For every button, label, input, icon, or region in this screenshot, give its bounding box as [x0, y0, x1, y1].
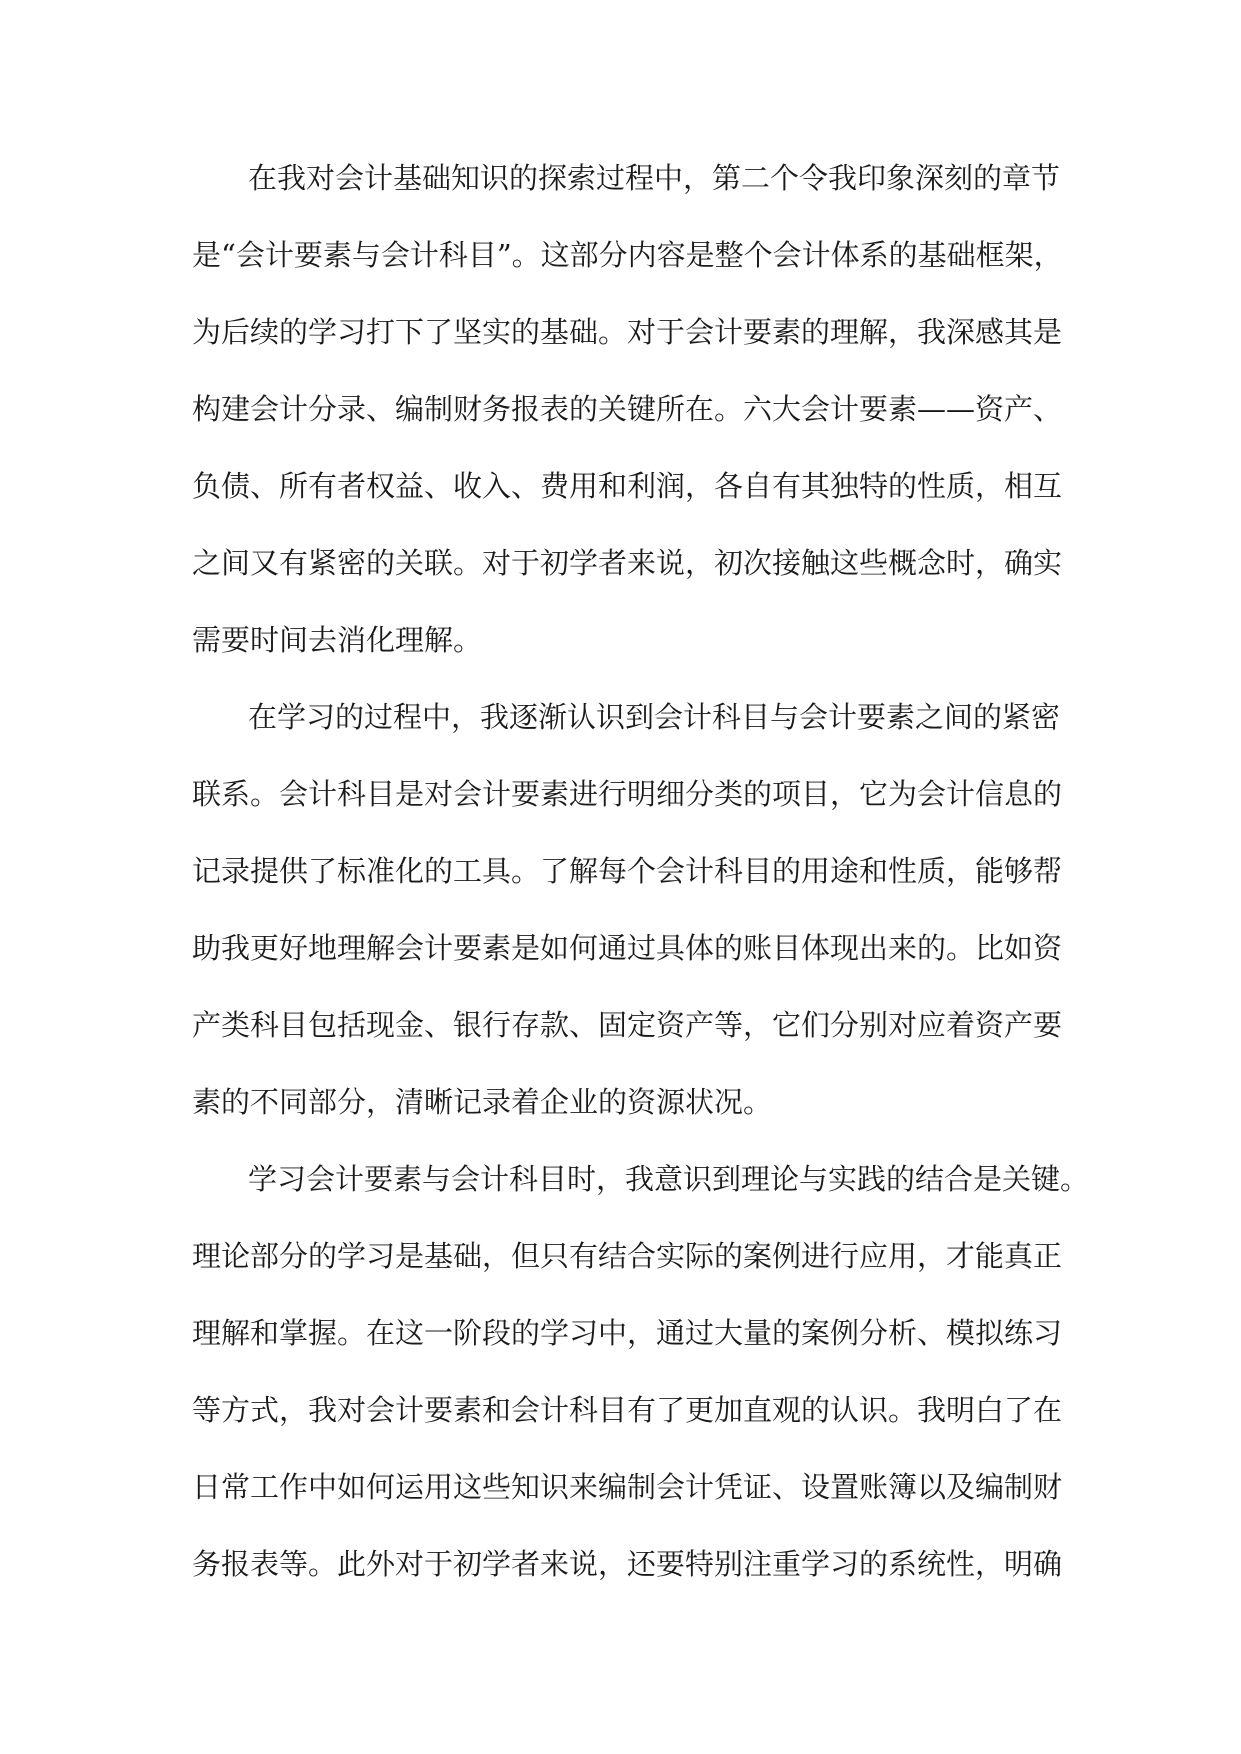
paragraph-1-line-1: 在我对会计基础知识的探索过程中，第二个令我印象深刻的章节 [248, 161, 1061, 195]
paragraph-2-line-4: 助我更好地理解会计要素是如何通过具体的账目体现出来的。比如资 [192, 931, 1063, 965]
paragraph-3-line-3: 理解和掌握。在这一阶段的学习中，通过大量的案例分析、模拟练习 [192, 1316, 1063, 1350]
paragraph-2-line-2: 联系。会计科目是对会计要素进行明细分类的项目，它为会计信息的 [192, 777, 1063, 811]
paragraph-1-line-3: 为后续的学习打下了坚实的基础。对于会计要素的理解，我深感其是 [192, 315, 1063, 349]
paragraph-2-line-5: 产类科目包括现金、银行存款、固定资产等，它们分别对应着资产要 [192, 1008, 1063, 1042]
paragraph-1-line-2: 是“会计要素与会计科目”。这部分内容是整个会计体系的基础框架， [192, 238, 1063, 272]
document-body [192, 140, 1090, 1603]
paragraph-3-line-6: 务报表等。此外对于初学者来说，还要特别注重学习的系统性，明确 [192, 1547, 1063, 1581]
paragraph-1-line-7: 需要时间去消化理解。 [192, 623, 483, 657]
paragraph-3-line-1: 学习会计要素与会计科目时，我意识到理论与实践的结合是关键。 [248, 1162, 1090, 1196]
paragraph-3-line-2: 理论部分的学习是基础，但只有结合实际的案例进行应用，才能真正 [192, 1239, 1063, 1273]
paragraph-3-line-4: 等方式，我对会计要素和会计科目有了更加直观的认识。我明白了在 [192, 1393, 1063, 1427]
paragraph-3-line-5: 日常工作中如何运用这些知识来编制会计凭证、设置账簿以及编制财 [192, 1470, 1063, 1504]
paragraph-2-line-3: 记录提供了标准化的工具。了解每个会计科目的用途和性质，能够帮 [192, 854, 1063, 888]
paragraph-1-line-5: 负债、所有者权益、收入、费用和利润，各自有其独特的性质，相互 [192, 469, 1063, 503]
paragraph-2-line-1: 在学习的过程中，我逐渐认识到会计科目与会计要素之间的紧密 [248, 700, 1061, 734]
paragraph-1-line-4: 构建会计分录、编制财务报表的关键所在。六大会计要素——资产、 [192, 392, 1063, 426]
paragraph-2-line-6: 素的不同部分，清晰记录着企业的资源状况。 [192, 1085, 773, 1119]
paragraph-1-line-6: 之间又有紧密的关联。对于初学者来说，初次接触这些概念时，确实 [192, 546, 1063, 580]
